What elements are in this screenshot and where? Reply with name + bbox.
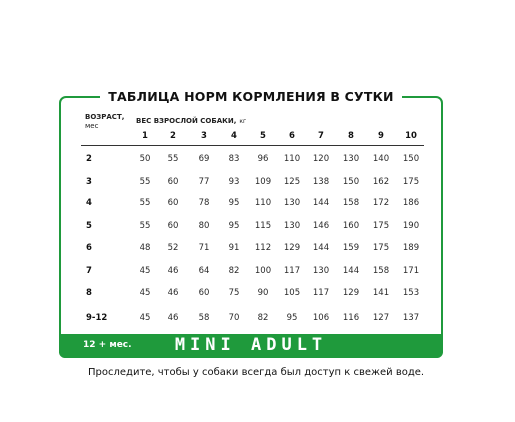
value-cell: 158 <box>372 266 390 276</box>
value-cell: 125 <box>283 177 301 187</box>
weight-header-cell: 4 <box>231 131 237 141</box>
value-cell: 58 <box>198 313 210 323</box>
weight-header-cell: 5 <box>260 131 266 141</box>
value-cell: 153 <box>402 288 420 298</box>
age-label-unit: мес <box>85 122 99 130</box>
value-cell: 52 <box>167 243 179 253</box>
value-cell: 116 <box>342 313 360 323</box>
value-cell: 71 <box>198 243 210 253</box>
value-cell: 186 <box>402 198 420 208</box>
value-cell: 120 <box>312 154 330 164</box>
weight-header-cell: 3 <box>201 131 207 141</box>
weight-header-cell: 1 <box>142 131 148 141</box>
value-cell: 60 <box>198 288 210 298</box>
value-cell: 95 <box>228 221 240 231</box>
value-cell: 69 <box>198 154 210 164</box>
value-cell: 150 <box>342 177 360 187</box>
value-cell: 130 <box>342 154 360 164</box>
value-cell: 130 <box>283 221 301 231</box>
value-cell: 175 <box>402 177 420 187</box>
value-cell: 48 <box>139 243 151 253</box>
value-cell: 93 <box>228 177 240 187</box>
value-cell: 112 <box>254 243 272 253</box>
value-cell: 137 <box>402 313 420 323</box>
value-cell: 110 <box>254 198 272 208</box>
value-cell: 129 <box>283 243 301 253</box>
age-cell: 4 <box>86 198 92 208</box>
age-cell: 3 <box>86 177 92 187</box>
value-cell: 150 <box>402 154 420 164</box>
value-cell: 46 <box>167 313 179 323</box>
value-cell: 144 <box>342 266 360 276</box>
value-cell: 60 <box>167 221 179 231</box>
weight-label-text: ВЕС ВЗРОСЛОЙ СОБАКИ, <box>136 117 237 125</box>
value-cell: 45 <box>139 313 151 323</box>
value-cell: 55 <box>139 177 151 187</box>
value-cell: 91 <box>228 243 240 253</box>
weight-header-cell: 2 <box>170 131 176 141</box>
value-cell: 75 <box>228 288 240 298</box>
weight-header-cell: 6 <box>289 131 295 141</box>
water-note: Проследите, чтобы у собаки всегда был доступ к свежей воде. <box>88 367 425 378</box>
value-cell: 60 <box>167 177 179 187</box>
age-cell: 9-12 <box>86 313 108 323</box>
value-cell: 129 <box>342 288 360 298</box>
value-cell: 158 <box>342 198 360 208</box>
weight-header-cell: 8 <box>348 131 354 141</box>
value-cell: 77 <box>198 177 210 187</box>
value-cell: 190 <box>402 221 420 231</box>
value-cell: 110 <box>283 154 301 164</box>
title-wrap <box>61 87 441 107</box>
value-cell: 144 <box>312 243 330 253</box>
value-cell: 162 <box>372 177 390 187</box>
value-cell: 80 <box>198 221 210 231</box>
value-cell: 95 <box>228 198 240 208</box>
value-cell: 172 <box>372 198 390 208</box>
value-cell: 144 <box>312 198 330 208</box>
weight-label-unit: кг <box>239 118 247 125</box>
age-column-label <box>85 113 124 131</box>
footer-bar <box>59 334 443 358</box>
age-cell: 7 <box>86 266 92 276</box>
value-cell: 109 <box>254 177 272 187</box>
value-cell: 160 <box>342 221 360 231</box>
value-cell: 45 <box>139 288 151 298</box>
weight-header-label <box>136 117 246 125</box>
value-cell: 117 <box>312 288 330 298</box>
value-cell: 55 <box>139 198 151 208</box>
value-cell: 130 <box>312 266 330 276</box>
value-cell: 175 <box>372 243 390 253</box>
weight-header-cell: 9 <box>378 131 384 141</box>
value-cell: 138 <box>312 177 330 187</box>
value-cell: 105 <box>283 288 301 298</box>
value-cell: 175 <box>372 221 390 231</box>
value-cell: 90 <box>257 288 269 298</box>
value-cell: 100 <box>254 266 272 276</box>
value-cell: 55 <box>167 154 179 164</box>
value-cell: 115 <box>254 221 272 231</box>
value-cell: 141 <box>372 288 390 298</box>
age-cell: 8 <box>86 288 92 298</box>
footer-age-label: 12 + мес. <box>83 340 132 350</box>
value-cell: 64 <box>198 266 210 276</box>
value-cell: 60 <box>167 198 179 208</box>
value-cell: 50 <box>139 154 151 164</box>
age-cell: 2 <box>86 154 92 164</box>
value-cell: 171 <box>402 266 420 276</box>
value-cell: 146 <box>312 221 330 231</box>
age-label-text: ВОЗРАСТ, <box>85 113 125 121</box>
value-cell: 140 <box>372 154 390 164</box>
value-cell: 45 <box>139 266 151 276</box>
value-cell: 83 <box>228 154 240 164</box>
weight-header-cell: 10 <box>405 131 417 141</box>
value-cell: 106 <box>312 313 330 323</box>
value-cell: 117 <box>283 266 301 276</box>
value-cell: 82 <box>257 313 269 323</box>
value-cell: 130 <box>283 198 301 208</box>
table-title: ТАБЛИЦА НОРМ КОРМЛЕНИЯ В СУТКИ <box>100 87 401 107</box>
value-cell: 159 <box>342 243 360 253</box>
product-name: MINI ADULT <box>174 335 328 355</box>
age-cell: 5 <box>86 221 92 231</box>
value-cell: 70 <box>228 313 240 323</box>
age-cell: 6 <box>86 243 92 253</box>
value-cell: 82 <box>228 266 240 276</box>
value-cell: 96 <box>257 154 269 164</box>
weight-header-cell: 7 <box>318 131 324 141</box>
value-cell: 78 <box>198 198 210 208</box>
value-cell: 95 <box>286 313 298 323</box>
value-cell: 46 <box>167 288 179 298</box>
value-cell: 127 <box>372 313 390 323</box>
feeding-table-card <box>59 89 443 358</box>
value-cell: 46 <box>167 266 179 276</box>
value-cell: 189 <box>402 243 420 253</box>
value-cell: 55 <box>139 221 151 231</box>
header-divider <box>81 145 424 146</box>
